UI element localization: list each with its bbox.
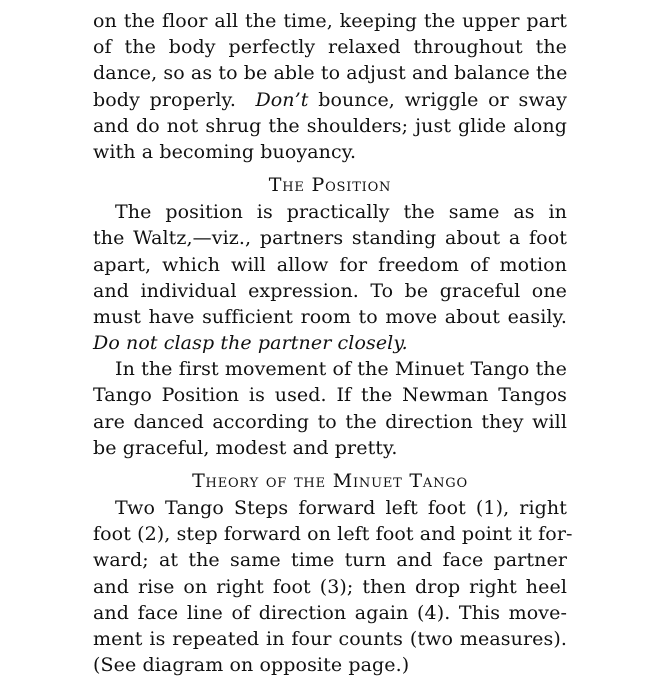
text-line: and individual expression. To be graceful one [93, 279, 567, 302]
text-line-italic [93, 330, 567, 356]
italic-dont: Don’t [255, 88, 309, 111]
section-heading-position: The Position [268, 174, 392, 197]
text-line: In the first movement of the Minuet Tango the [115, 358, 567, 381]
text-line: (See diagram on opposite page.) [93, 654, 410, 677]
text-line: on the floor all the time, keeping the upper part [93, 10, 567, 32]
text-line: be graceful, modest and pretty. [93, 436, 398, 459]
paragraph-theory [93, 495, 573, 678]
paragraph-dance-posture [93, 8, 567, 165]
text-line: foot (2), step forward on left foot and point it for- [93, 523, 573, 546]
book-page [93, 8, 573, 678]
text-line: Tango Position is used. If the Newman Tangos [93, 384, 567, 407]
text-line: with a becoming buoyancy. [93, 140, 357, 163]
text-line: of the body perfectly relaxed throughout the [93, 36, 567, 59]
text-line: and do not shrug the shoulders; just glide along [93, 114, 567, 137]
text-line: must have sufficient room to move about easily. [93, 305, 567, 328]
text-line: apart, which will allow for freedom of motion [93, 253, 567, 276]
paragraph-position [93, 199, 567, 356]
italic-text: Do not clasp the partner closely. [93, 332, 408, 355]
text-segment: body properly. [93, 88, 237, 111]
text-line: ment is repeated in four counts (two measures). [93, 627, 567, 650]
text-line: and rise on right foot (3); then drop right heel [93, 575, 567, 598]
text-segment: bounce, wriggle or sway [318, 88, 568, 111]
text-line: The position is practically the same as in [115, 201, 567, 224]
paragraph-first-movement [93, 356, 567, 461]
text-line: Two Tango Steps forward left foot (1), right [115, 497, 567, 519]
text-line: the Waltz,—viz., partners standing about a foot [93, 227, 567, 250]
text-line: ward; at the same time turn and face partner [93, 549, 567, 572]
text-line: are danced according to the direction they will [93, 410, 567, 433]
section-heading-theory: Theory of the Minuet Tango [192, 470, 468, 492]
text-line: dance, so as to be able to adjust and balance the [93, 62, 568, 85]
text-line-mixed [93, 87, 567, 113]
text-line: and face line of direction again (4). This move- [93, 601, 567, 624]
